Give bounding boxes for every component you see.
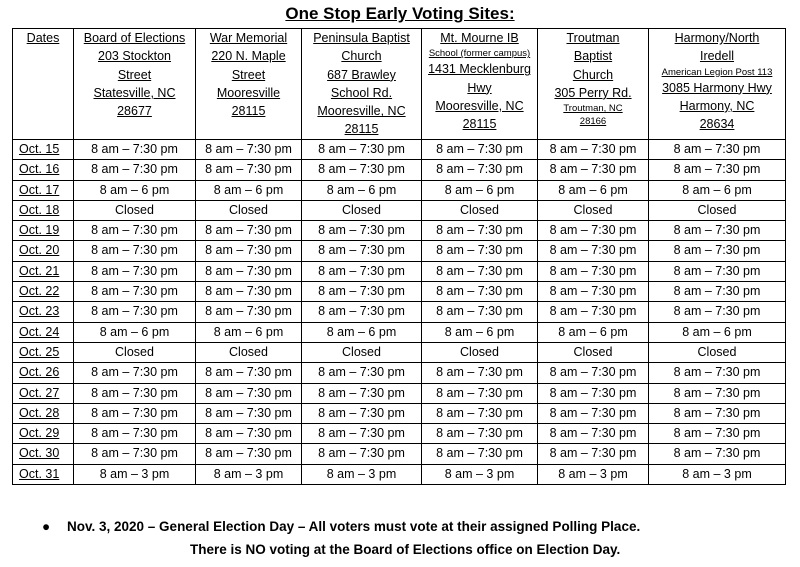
site-header-line: Board of Elections [83, 31, 186, 45]
hours-cell: 8 am – 7:30 pm [422, 403, 538, 423]
hours-cell: Closed [74, 200, 196, 220]
hours-cell: 8 am – 7:30 pm [74, 383, 196, 403]
table-row [13, 322, 786, 342]
table-row [13, 444, 786, 464]
site-header-line: 220 N. Maple [211, 49, 286, 64]
site-header-line: Statesville, NC [93, 85, 176, 100]
hours-cell: 8 am – 7:30 pm [422, 241, 538, 261]
date-cell: Oct. 17 [13, 180, 74, 200]
hours-cell: 8 am – 7:30 pm [538, 444, 649, 464]
election-day-text: Nov. 3, 2020 – General Election Day – All voters must vote at their assigned Polling Place. [67, 519, 641, 534]
hours-cell: 8 am – 6 pm [74, 322, 196, 342]
hours-cell: 8 am – 6 pm [538, 322, 649, 342]
hours-cell: 8 am – 7:30 pm [302, 302, 422, 322]
hours-cell: 8 am – 7:30 pm [649, 221, 786, 241]
hours-cell: Closed [302, 342, 422, 362]
table-row [13, 424, 786, 444]
hours-cell: 8 am – 7:30 pm [422, 363, 538, 383]
hours-cell: 8 am – 6 pm [302, 322, 422, 342]
hours-cell: 8 am – 7:30 pm [422, 160, 538, 180]
hours-cell: 8 am – 6 pm [649, 180, 786, 200]
hours-cell: 8 am – 7:30 pm [422, 302, 538, 322]
site-header-line: Troutman [566, 31, 620, 45]
hours-cell: 8 am – 6 pm [196, 180, 302, 200]
hours-cell: 8 am – 7:30 pm [422, 282, 538, 302]
hours-cell: 8 am – 7:30 pm [302, 403, 422, 423]
date-cell: Oct. 27 [13, 383, 74, 403]
hours-cell: 8 am – 7:30 pm [422, 140, 538, 160]
site-header-line: War Memorial [209, 31, 288, 45]
site-header-line: Troutman, NC [563, 103, 623, 115]
hours-cell: Closed [538, 200, 649, 220]
hours-cell: 8 am – 7:30 pm [649, 302, 786, 322]
table-row [13, 221, 786, 241]
site-header [538, 29, 649, 140]
site-header-line: Baptist [573, 49, 613, 64]
site-header [422, 29, 538, 140]
table-row [13, 342, 786, 362]
site-header-line: Church [572, 67, 614, 82]
hours-cell: Closed [649, 200, 786, 220]
hours-cell: 8 am – 7:30 pm [649, 383, 786, 403]
site-header-line: School (former campus) [428, 48, 531, 60]
dates-header-label: Dates [26, 31, 60, 45]
hours-cell: 8 am – 7:30 pm [649, 444, 786, 464]
hours-cell: Closed [538, 342, 649, 362]
hours-cell: 8 am – 7:30 pm [196, 403, 302, 423]
site-header-line: Mooresville [216, 85, 281, 100]
hours-cell: 8 am – 7:30 pm [422, 261, 538, 281]
hours-cell: 8 am – 7:30 pm [196, 160, 302, 180]
hours-cell: 8 am – 3 pm [649, 464, 786, 484]
hours-cell: 8 am – 6 pm [74, 180, 196, 200]
date-cell: Oct. 29 [13, 424, 74, 444]
hours-cell: Closed [302, 200, 422, 220]
site-header [302, 29, 422, 140]
hours-cell: 8 am – 7:30 pm [649, 261, 786, 281]
site-header-line: School Rd. [330, 85, 393, 100]
hours-cell: 8 am – 6 pm [422, 322, 538, 342]
hours-cell: 8 am – 6 pm [422, 180, 538, 200]
hours-cell: 8 am – 7:30 pm [74, 241, 196, 261]
hours-cell: 8 am – 7:30 pm [302, 383, 422, 403]
hours-cell: 8 am – 7:30 pm [538, 302, 649, 322]
hours-cell: Closed [74, 342, 196, 362]
hours-cell: 8 am – 7:30 pm [538, 140, 649, 160]
hours-cell: 8 am – 3 pm [422, 464, 538, 484]
hours-cell: 8 am – 7:30 pm [649, 363, 786, 383]
site-header-line: Hwy [467, 80, 492, 95]
voting-schedule-table [12, 28, 786, 485]
hours-cell: 8 am – 7:30 pm [302, 282, 422, 302]
hours-cell: 8 am – 7:30 pm [302, 241, 422, 261]
hours-cell: 8 am – 7:30 pm [74, 302, 196, 322]
date-cell: Oct. 25 [13, 342, 74, 362]
hours-cell: 8 am – 7:30 pm [538, 424, 649, 444]
hours-cell: 8 am – 7:30 pm [538, 160, 649, 180]
hours-cell: 8 am – 7:30 pm [74, 140, 196, 160]
hours-cell: Closed [422, 342, 538, 362]
hours-cell: 8 am – 7:30 pm [74, 261, 196, 281]
hours-cell: 8 am – 7:30 pm [74, 403, 196, 423]
site-header-line: 1431 Mecklenburg [428, 62, 531, 77]
site-header-line: 3085 Harmony Hwy [662, 80, 772, 95]
hours-cell: 8 am – 7:30 pm [649, 140, 786, 160]
hours-cell: 8 am – 7:30 pm [302, 160, 422, 180]
hours-cell: 8 am – 7:30 pm [74, 282, 196, 302]
hours-cell: 8 am – 7:30 pm [422, 444, 538, 464]
hours-cell: 8 am – 6 pm [196, 322, 302, 342]
hours-cell: 8 am – 7:30 pm [196, 363, 302, 383]
date-cell: Oct. 28 [13, 403, 74, 423]
hours-cell: 8 am – 3 pm [538, 464, 649, 484]
date-cell: Oct. 18 [13, 200, 74, 220]
hours-cell: 8 am – 7:30 pm [74, 363, 196, 383]
date-cell: Oct. 15 [13, 140, 74, 160]
hours-cell: 8 am – 7:30 pm [538, 282, 649, 302]
table-row [13, 140, 786, 160]
hours-cell: 8 am – 7:30 pm [422, 424, 538, 444]
table-row [13, 363, 786, 383]
hours-cell: Closed [649, 342, 786, 362]
date-cell: Oct. 23 [13, 302, 74, 322]
hours-cell: 8 am – 7:30 pm [538, 261, 649, 281]
hours-cell: 8 am – 7:30 pm [302, 424, 422, 444]
hours-cell: 8 am – 7:30 pm [196, 140, 302, 160]
site-header-line: 28115 [231, 104, 266, 119]
hours-cell: Closed [196, 342, 302, 362]
hours-cell: 8 am – 6 pm [302, 180, 422, 200]
hours-cell: Closed [422, 200, 538, 220]
hours-cell: 8 am – 7:30 pm [74, 424, 196, 444]
date-cell: Oct. 22 [13, 282, 74, 302]
table-row [13, 403, 786, 423]
hours-cell: 8 am – 7:30 pm [196, 424, 302, 444]
hours-cell: 8 am – 7:30 pm [649, 241, 786, 261]
hours-cell: 8 am – 6 pm [538, 180, 649, 200]
site-header [196, 29, 302, 140]
hours-cell: 8 am – 7:30 pm [74, 160, 196, 180]
board-office-text: There is NO voting at the Board of Elections office on Election Day. [190, 542, 621, 557]
date-cell: Oct. 16 [13, 160, 74, 180]
hours-cell: 8 am – 7:30 pm [302, 363, 422, 383]
bullet-icon: ● [42, 519, 51, 534]
hours-cell: 8 am – 7:30 pm [302, 221, 422, 241]
site-header-line: 305 Perry Rd. [554, 85, 632, 100]
hours-cell: 8 am – 7:30 pm [196, 444, 302, 464]
hours-cell: 8 am – 7:30 pm [74, 444, 196, 464]
hours-cell: 8 am – 7:30 pm [196, 282, 302, 302]
date-cell: Oct. 30 [13, 444, 74, 464]
hours-cell: 8 am – 7:30 pm [649, 403, 786, 423]
site-header-line: Mooresville, NC [435, 98, 524, 113]
hours-cell: 8 am – 7:30 pm [196, 221, 302, 241]
hours-cell: 8 am – 7:30 pm [196, 261, 302, 281]
hours-cell: Closed [196, 200, 302, 220]
hours-cell: 8 am – 7:30 pm [538, 363, 649, 383]
date-cell: Oct. 26 [13, 363, 74, 383]
site-header-line: 28166 [579, 116, 607, 128]
site-header-line: Peninsula Baptist [313, 31, 410, 45]
hours-cell: 8 am – 7:30 pm [538, 241, 649, 261]
hours-cell: 8 am – 7:30 pm [649, 282, 786, 302]
site-header-line: Church [341, 49, 382, 64]
date-cell: Oct. 21 [13, 261, 74, 281]
hours-cell: 8 am – 3 pm [74, 464, 196, 484]
hours-cell: 8 am – 7:30 pm [302, 444, 422, 464]
table-row [13, 200, 786, 220]
dates-header [13, 29, 74, 140]
hours-cell: 8 am – 7:30 pm [196, 383, 302, 403]
table-row [13, 282, 786, 302]
hours-cell: 8 am – 7:30 pm [196, 241, 302, 261]
site-header-line: Mooresville, NC [317, 104, 406, 119]
site-header-line: 203 Stockton [98, 49, 171, 64]
hours-cell: 8 am – 7:30 pm [422, 221, 538, 241]
site-header-line: 28115 [344, 122, 379, 137]
hours-cell: 8 am – 7:30 pm [538, 403, 649, 423]
table-row [13, 261, 786, 281]
hours-cell: 8 am – 7:30 pm [422, 383, 538, 403]
hours-cell: 8 am – 7:30 pm [196, 302, 302, 322]
site-header-line: American Legion Post 113 [661, 66, 773, 78]
site-header-line: Harmony, NC [679, 98, 755, 113]
hours-cell: 8 am – 7:30 pm [74, 221, 196, 241]
site-header-line: Street [117, 67, 152, 82]
site-header-line: Harmony/North [674, 31, 760, 45]
hours-cell: 8 am – 7:30 pm [538, 383, 649, 403]
site-header-line: 28677 [117, 104, 152, 119]
hours-cell: 8 am – 7:30 pm [649, 160, 786, 180]
hours-cell: 8 am – 7:30 pm [302, 261, 422, 281]
hours-cell: 8 am – 6 pm [649, 322, 786, 342]
table-row [13, 160, 786, 180]
date-cell: Oct. 24 [13, 322, 74, 342]
site-header-line: Street [231, 67, 266, 82]
site-header-line: 28115 [462, 117, 497, 132]
hours-cell: 8 am – 7:30 pm [302, 140, 422, 160]
table-row [13, 383, 786, 403]
table-row [13, 241, 786, 261]
site-header-line: Iredell [699, 49, 735, 64]
hours-cell: 8 am – 7:30 pm [538, 221, 649, 241]
site-header-line: Mt. Mourne IB [440, 31, 519, 45]
site-header [74, 29, 196, 140]
page-title: One Stop Early Voting Sites: [285, 4, 515, 23]
table-row [13, 302, 786, 322]
site-header-line: 28634 [699, 117, 735, 132]
hours-cell: 8 am – 3 pm [302, 464, 422, 484]
table-row [13, 180, 786, 200]
site-header [649, 29, 786, 140]
site-header-line: 687 Brawley [327, 67, 396, 82]
header-row [13, 29, 786, 140]
date-cell: Oct. 19 [13, 221, 74, 241]
date-cell: Oct. 31 [13, 464, 74, 484]
hours-cell: 8 am – 7:30 pm [649, 424, 786, 444]
hours-cell: 8 am – 3 pm [196, 464, 302, 484]
table-row [13, 464, 786, 484]
date-cell: Oct. 20 [13, 241, 74, 261]
